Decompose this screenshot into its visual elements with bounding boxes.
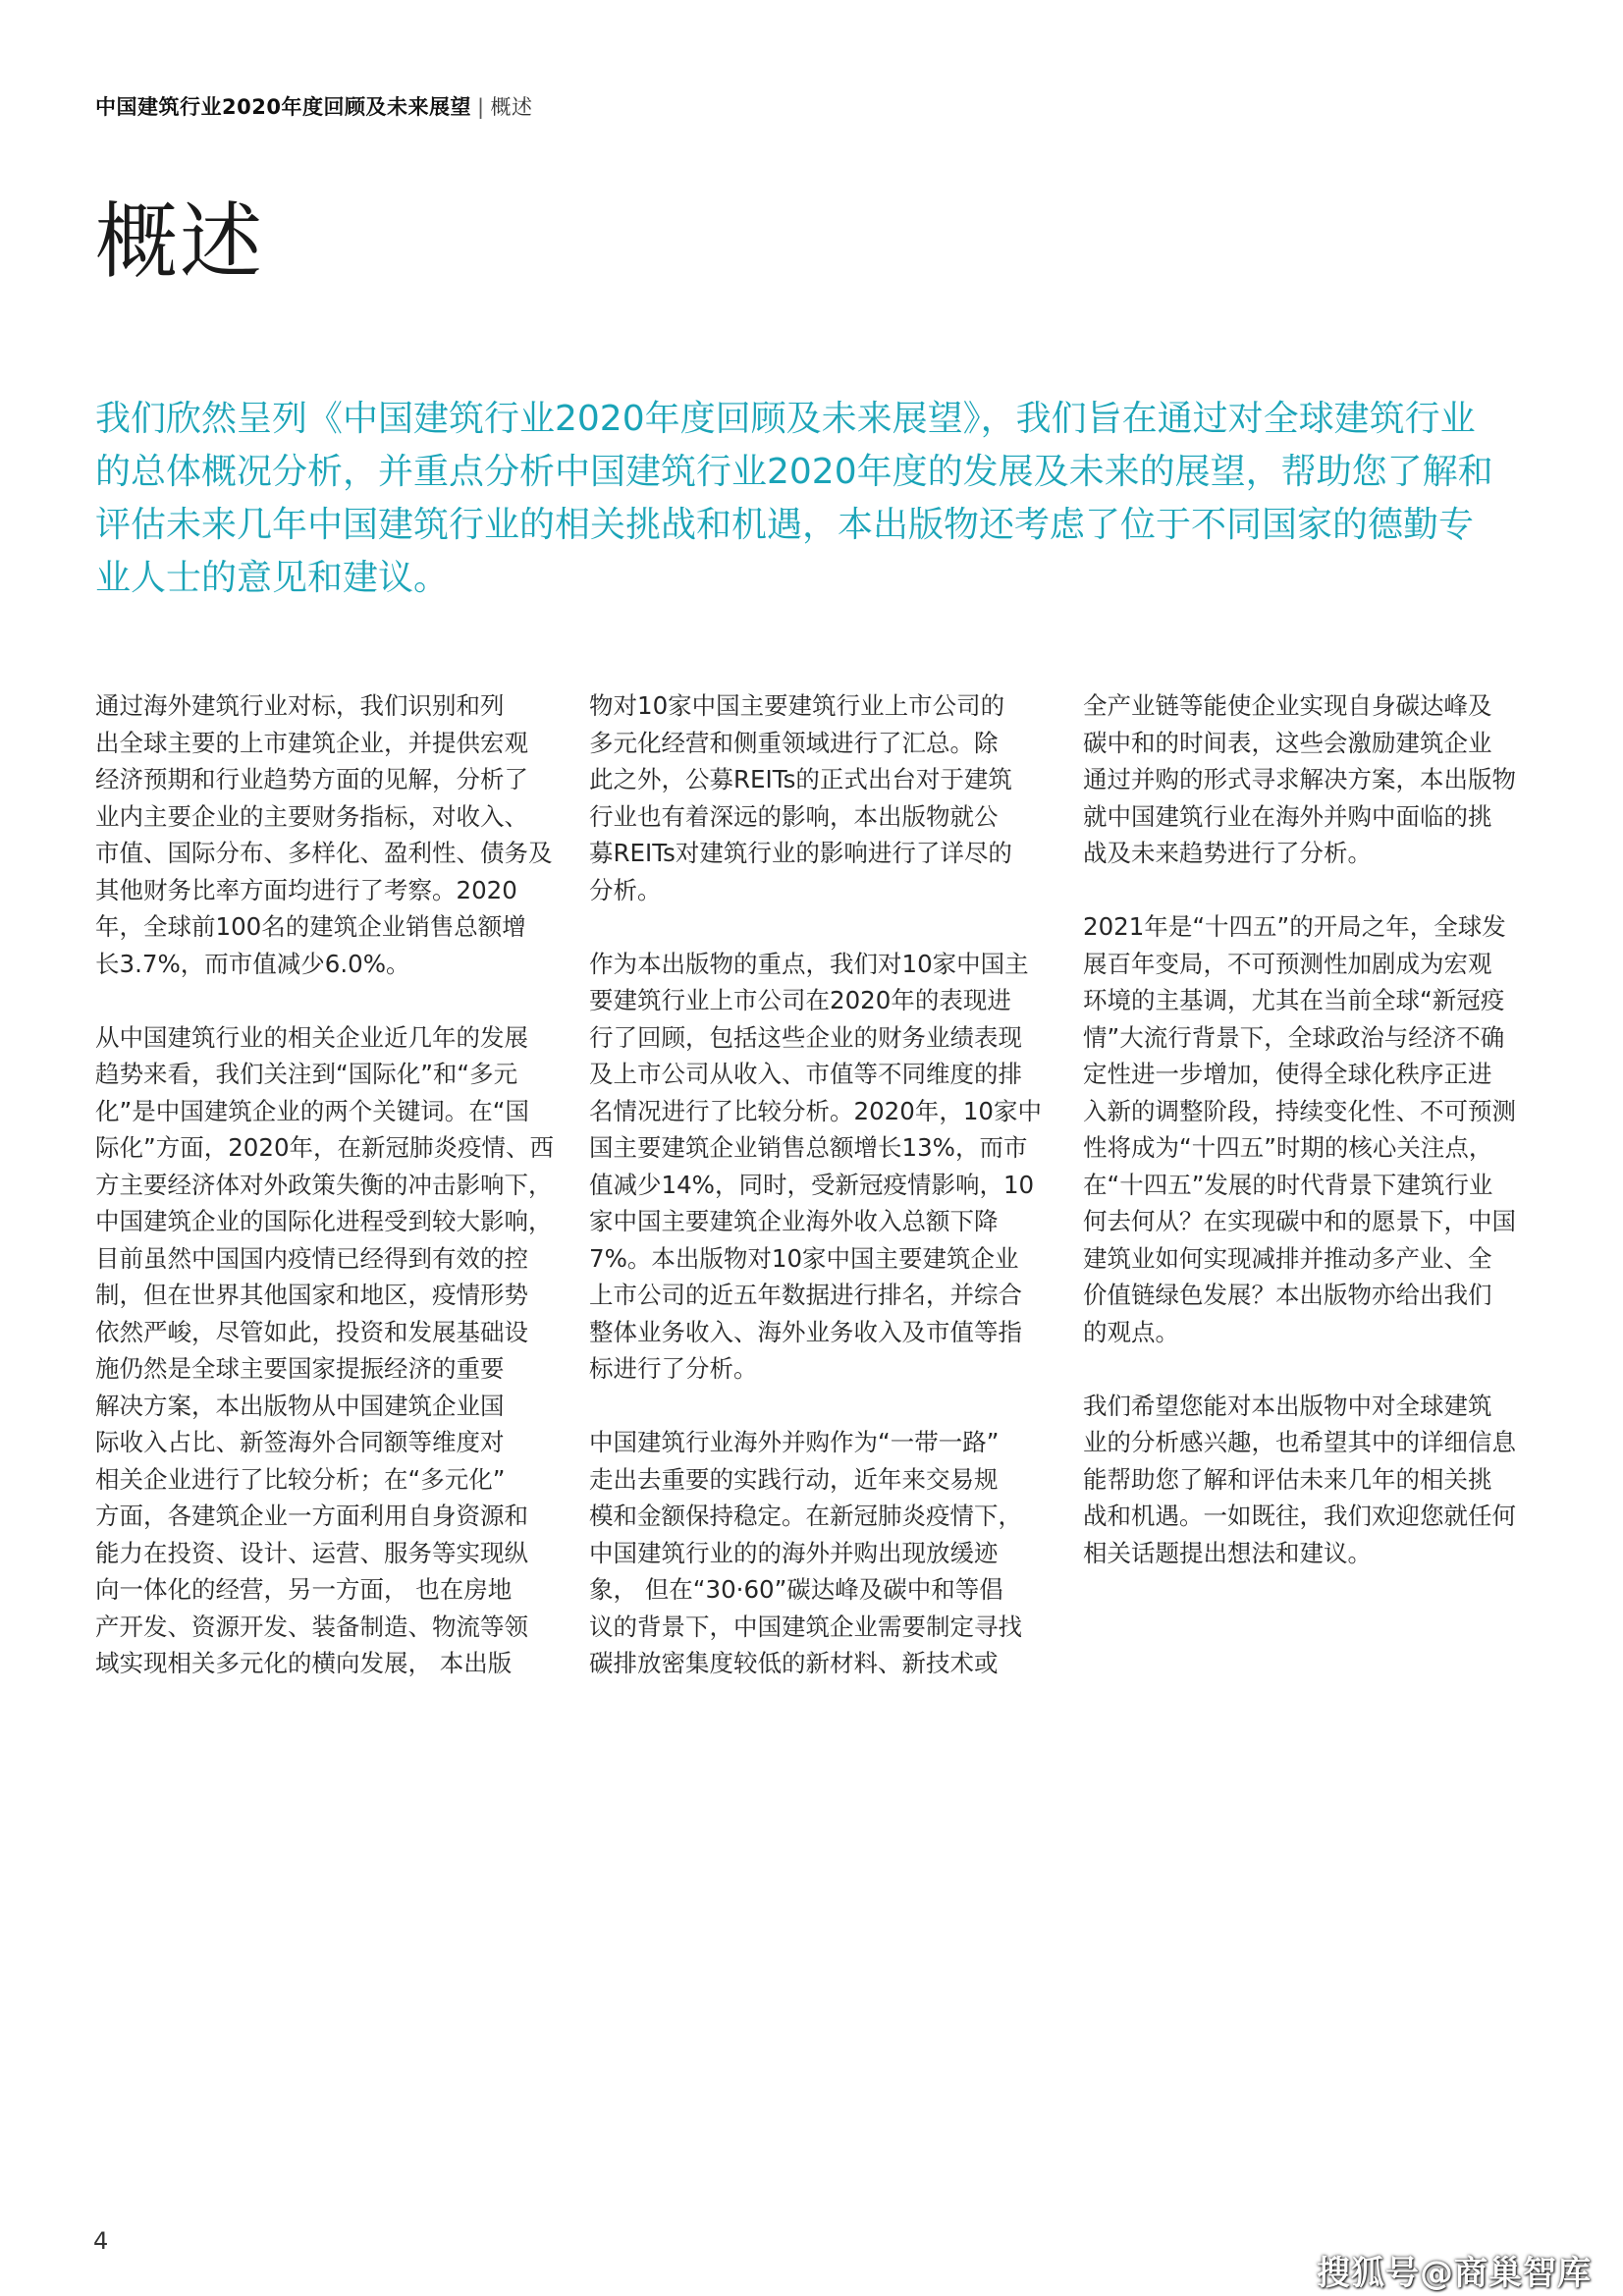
body-line: 标进行了分析。 bbox=[589, 1354, 758, 1383]
page-number: 4 bbox=[93, 2227, 109, 2255]
body-line: 中国建筑企业的国际化进程受到较大影响， bbox=[95, 1207, 553, 1235]
body-line: 定性进一步增加，使得全球化秩序正进 bbox=[1083, 1060, 1492, 1088]
body-line: 此之外，公募REITs的正式出台对于建筑 bbox=[589, 765, 1012, 793]
body-column-1 bbox=[95, 687, 555, 1719]
body-line: 模和金额保持稳定。在新冠肺炎疫情下， bbox=[589, 1502, 1022, 1530]
body-line: 际收入占比、新签海外合同额等维度对 bbox=[95, 1428, 505, 1456]
body-line: 上市公司的近五年数据进行排名，并综合 bbox=[589, 1281, 1022, 1309]
body-line: 7%。本出版物对10家中国主要建筑企业 bbox=[589, 1243, 1019, 1273]
body-line: 家中国主要建筑企业海外收入总额下降 bbox=[589, 1207, 999, 1235]
body-line: 趋势来看，我们关注到“国际化”和“多元 bbox=[95, 1060, 518, 1088]
body-line: 就中国建筑行业在海外并购中面临的挑 bbox=[1083, 801, 1492, 831]
body-line: 通过并购的形式寻求解决方案，本出版物 bbox=[1083, 765, 1516, 793]
body-paragraph bbox=[1083, 687, 1535, 872]
body-line: 施仍然是全球主要国家提振经济的重要 bbox=[95, 1354, 505, 1383]
page-title: 概述 bbox=[95, 193, 265, 290]
body-line: 行了回顾，包括这些企业的财务业绩表现 bbox=[589, 1022, 1022, 1052]
body-line: 建筑业如何实现减排并推动多产业、全 bbox=[1083, 1243, 1492, 1273]
body-column-2 bbox=[589, 687, 1041, 1719]
body-line: 象， 但在“30·60”碳达峰及碳中和等倡 bbox=[589, 1575, 1003, 1604]
body-paragraph bbox=[589, 946, 1041, 1388]
body-line: 走出去重要的实践行动，近年来交易规 bbox=[589, 1464, 999, 1494]
body-line: 化”是中国建筑企业的两个关键词。在“国 bbox=[95, 1096, 529, 1125]
body-line: 整体业务收入、海外业务收入及市值等指 bbox=[589, 1317, 1022, 1346]
body-line: 2021年是“十四五”的开局之年，全球发 bbox=[1083, 912, 1506, 941]
body-line: 相关企业进行了比较分析；在“多元化” bbox=[95, 1464, 506, 1494]
body-line: 中国建筑行业海外并购作为“一带一路” bbox=[589, 1428, 1000, 1456]
body-line: 向一体化的经营，另一方面， 也在房地 bbox=[95, 1575, 513, 1604]
intro-line: 评估未来几年中国建筑行业的相关挑战和机遇，本出版物还考虑了位于不同国家的德勤专 bbox=[95, 505, 1475, 545]
body-line: 情”大流行背景下，全球政治与经济不确 bbox=[1083, 1022, 1505, 1052]
header-separator: | bbox=[476, 95, 485, 119]
body-line: 际化”方面，2020年，在新冠肺炎疫情、西 bbox=[95, 1133, 555, 1162]
body-line: 中国建筑行业的的海外并购出现放缓迹 bbox=[589, 1538, 999, 1567]
body-line: 市值、国际分布、多样化、盈利性、债务及 bbox=[95, 839, 553, 867]
body-line: 方主要经济体对外政策失衡的冲击影响下， bbox=[95, 1170, 553, 1199]
body-paragraph bbox=[589, 1424, 1041, 1682]
body-line: 目前虽然中国国内疫情已经得到有效的控 bbox=[95, 1243, 528, 1273]
body-line: 长3.7%，而市值减少6.0%。 bbox=[95, 949, 410, 978]
watermark: 搜狐号@商巢智库 bbox=[1317, 2254, 1592, 2293]
body-line: 作为本出版物的重点，我们对10家中国主 bbox=[589, 949, 1029, 978]
body-paragraph bbox=[589, 687, 1041, 908]
body-line: 在“十四五”发展的时代背景下建筑行业 bbox=[1083, 1170, 1493, 1199]
body-line: 能帮助您了解和评估未来几年的相关挑 bbox=[1083, 1464, 1492, 1494]
body-line: 域实现相关多元化的横向发展， 本出版 bbox=[95, 1649, 513, 1677]
body-line: 物对10家中国主要建筑行业上市公司的 bbox=[589, 691, 1005, 720]
intro-line: 的总体概况分析，并重点分析中国建筑行业2020年度的发展及未来的展望，帮助您了解和 bbox=[95, 452, 1493, 492]
body-line: 方面，各建筑企业一方面利用自身资源和 bbox=[95, 1502, 528, 1530]
report-title: 中国建筑行业2020年度回顾及未来展望 bbox=[95, 95, 471, 119]
body-line: 多元化经营和侧重领域进行了汇总。除 bbox=[589, 728, 999, 757]
body-line: 能力在投资、设计、运营、服务等实现纵 bbox=[95, 1538, 528, 1567]
intro-line: 我们欣然呈列《中国建筑行业2020年度回顾及未来展望》，我们旨在通过对全球建筑行业 bbox=[95, 399, 1476, 439]
body-line: 制，但在世界其他国家和地区，疫情形势 bbox=[95, 1281, 528, 1309]
body-paragraph bbox=[95, 1019, 555, 1682]
body-line: 及上市公司从收入、市值等不同维度的排 bbox=[589, 1060, 1022, 1088]
body-line: 分析。 bbox=[589, 875, 662, 904]
body-line: 出全球主要的上市建筑企业，并提供宏观 bbox=[95, 728, 528, 757]
body-line: 通过海外建筑行业对标，我们识别和列 bbox=[95, 691, 505, 720]
body-line: 战和机遇。一如既往，我们欢迎您就任何 bbox=[1083, 1502, 1516, 1530]
running-header bbox=[95, 91, 533, 121]
body-line: 业的分析感兴趣，也希望其中的详细信息 bbox=[1083, 1428, 1516, 1456]
intro-paragraph bbox=[95, 393, 1529, 605]
body-line: 要建筑行业上市公司在2020年的表现进 bbox=[589, 986, 1011, 1014]
body-column-3 bbox=[1083, 687, 1535, 1609]
body-line: 入新的调整阶段，持续变化性、不可预测 bbox=[1083, 1096, 1516, 1125]
body-line: 我们希望您能对本出版物中对全球建筑 bbox=[1083, 1391, 1492, 1420]
body-line: 的观点。 bbox=[1083, 1317, 1179, 1346]
body-line: 业内主要企业的主要财务指标，对收入、 bbox=[95, 801, 528, 831]
body-line: 从中国建筑行业的相关企业近几年的发展 bbox=[95, 1022, 528, 1052]
body-line: 战及未来趋势进行了分析。 bbox=[1083, 839, 1372, 867]
header-section: 概述 bbox=[490, 95, 533, 119]
body-line: 其他财务比率方面均进行了考察。2020 bbox=[95, 875, 517, 904]
body-line: 依然严峻，尽管如此，投资和发展基础设 bbox=[95, 1317, 528, 1346]
body-line: 解决方案，本出版物从中国建筑企业国 bbox=[95, 1391, 505, 1420]
body-line: 何去何从？在实现碳中和的愿景下，中国 bbox=[1083, 1207, 1516, 1235]
body-line: 国主要建筑企业销售总额增长13%，而市 bbox=[589, 1133, 1028, 1162]
body-line: 名情况进行了比较分析。2020年，10家中 bbox=[589, 1096, 1043, 1125]
body-line: 行业也有着深远的影响，本出版物就公 bbox=[589, 801, 999, 831]
body-line: 相关话题提出想法和建议。 bbox=[1083, 1538, 1372, 1567]
body-line: 值减少14%，同时，受新冠疫情影响，10 bbox=[589, 1170, 1035, 1199]
body-paragraph bbox=[1083, 1388, 1535, 1572]
body-line: 碳中和的时间表，这些会激励建筑企业 bbox=[1083, 728, 1492, 757]
body-line: 价值链绿色发展？本出版物亦给出我们 bbox=[1083, 1281, 1492, 1309]
intro-line: 业人士的意见和建议。 bbox=[95, 558, 450, 598]
body-line: 全产业链等能使企业实现自身碳达峰及 bbox=[1083, 691, 1492, 720]
body-line: 环境的主基调，尤其在当前全球“新冠疫 bbox=[1083, 986, 1505, 1014]
body-line: 性将成为“十四五”时期的核心关注点， bbox=[1083, 1133, 1493, 1162]
body-line: 碳排放密集度较低的新材料、新技术或 bbox=[589, 1649, 999, 1677]
body-line: 募REITs对建筑行业的影响进行了详尽的 bbox=[589, 839, 1012, 867]
body-line: 展百年变局，不可预测性加剧成为宏观 bbox=[1083, 949, 1492, 978]
body-paragraph bbox=[95, 687, 553, 982]
body-line: 年，全球前100名的建筑企业销售总额增 bbox=[95, 912, 526, 941]
body-line: 产开发、资源开发、装备制造、物流等领 bbox=[95, 1612, 528, 1641]
body-line: 议的背景下，中国建筑企业需要制定寻找 bbox=[589, 1612, 1022, 1641]
body-paragraph bbox=[1083, 908, 1535, 1350]
body-line: 经济预期和行业趋势方面的见解，分析了 bbox=[95, 765, 528, 793]
